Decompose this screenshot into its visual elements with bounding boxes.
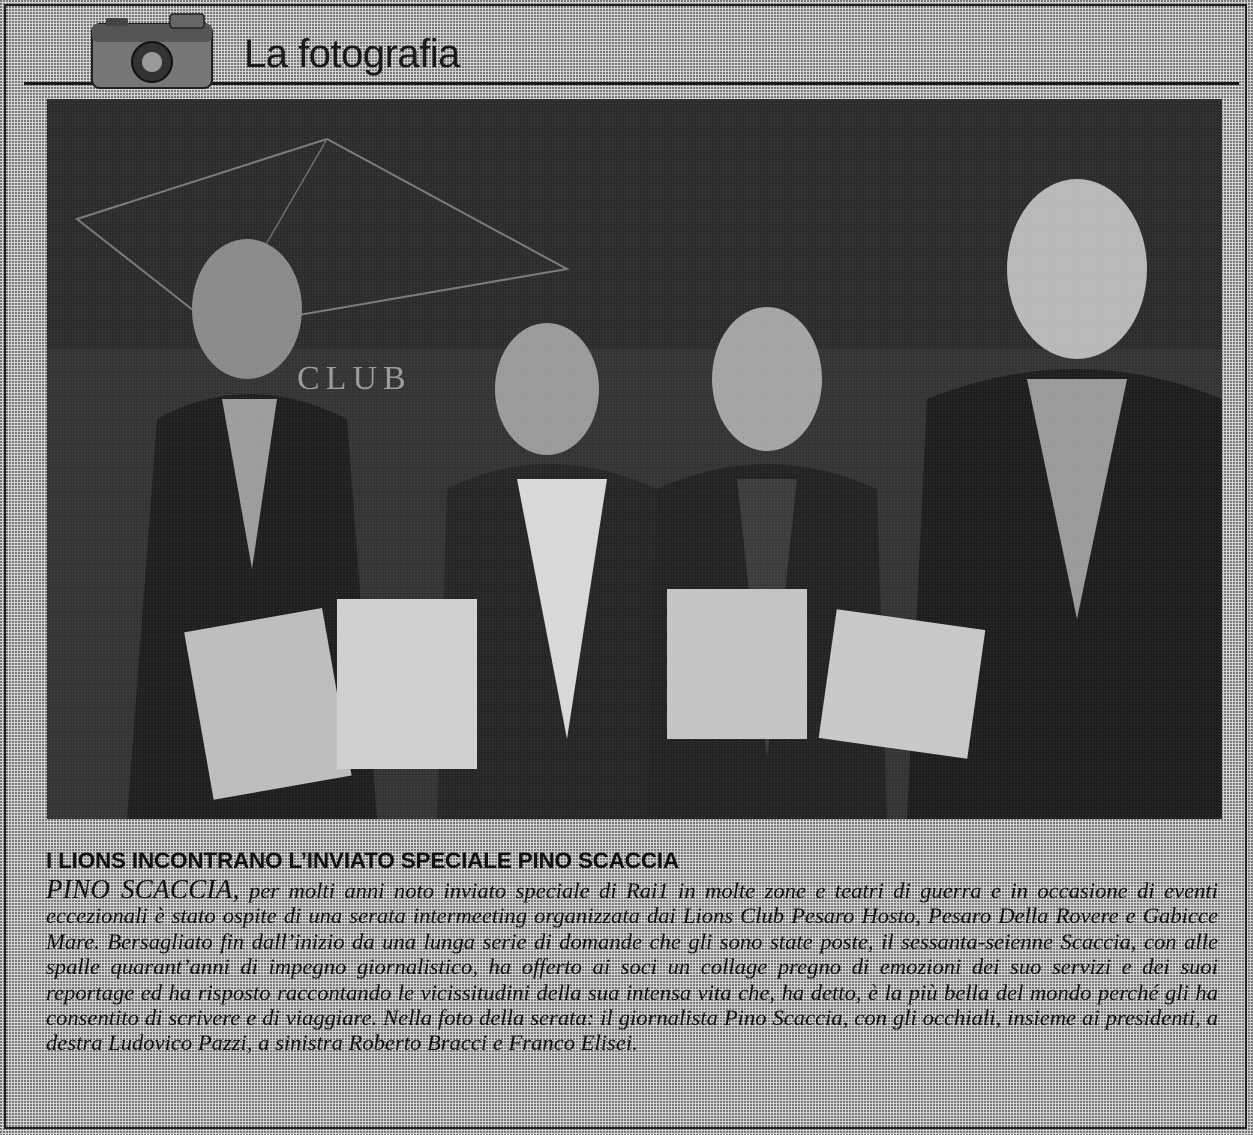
caption-lead-name: PINO SCACCIA, bbox=[46, 874, 240, 904]
event-photo bbox=[47, 99, 1222, 819]
section-header bbox=[24, 12, 1239, 85]
article-caption bbox=[46, 874, 1218, 1056]
section-title: La fotografia bbox=[244, 32, 460, 76]
caption-body: per molti anni noto inviato speciale di Rai1 in molte zone e teatri di guerra e in occasione di eventi eccezionali è stato ospite di una serata intermeeting organizzata dai Lions Club Pesaro Hosto, Pesaro Della Rovere e Gabicce Mare. Bersagliato fin dall’inizio da una lunga serie di domande che gli sono state poste, il sessanta-seienne Scaccia, con alle spalle quarant’anni di impegno giornalistico, ha offerto ai soci un collage pregno di emozioni dei suo servizi e dei suoi reportage ed ha risposto raccontando le vicissitudini della sua intensa vita che, ha detto, è la più bella del mondo perché gli ha consentito di scrivere e di viaggiare. Nella foto della serata: il giornalista Pino Scaccia, con gli occhiali, insieme ai presidenti, a destra Ludovico Pazzi, a sinistra Roberto Bracci e Franco Elisei. bbox=[46, 878, 1218, 1056]
article-headline: I LIONS INCONTRANO L’INVIATO SPECIALE PINO SCACCIA bbox=[46, 848, 679, 873]
camera-icon bbox=[86, 12, 226, 96]
photo-illustration bbox=[47, 99, 1222, 819]
